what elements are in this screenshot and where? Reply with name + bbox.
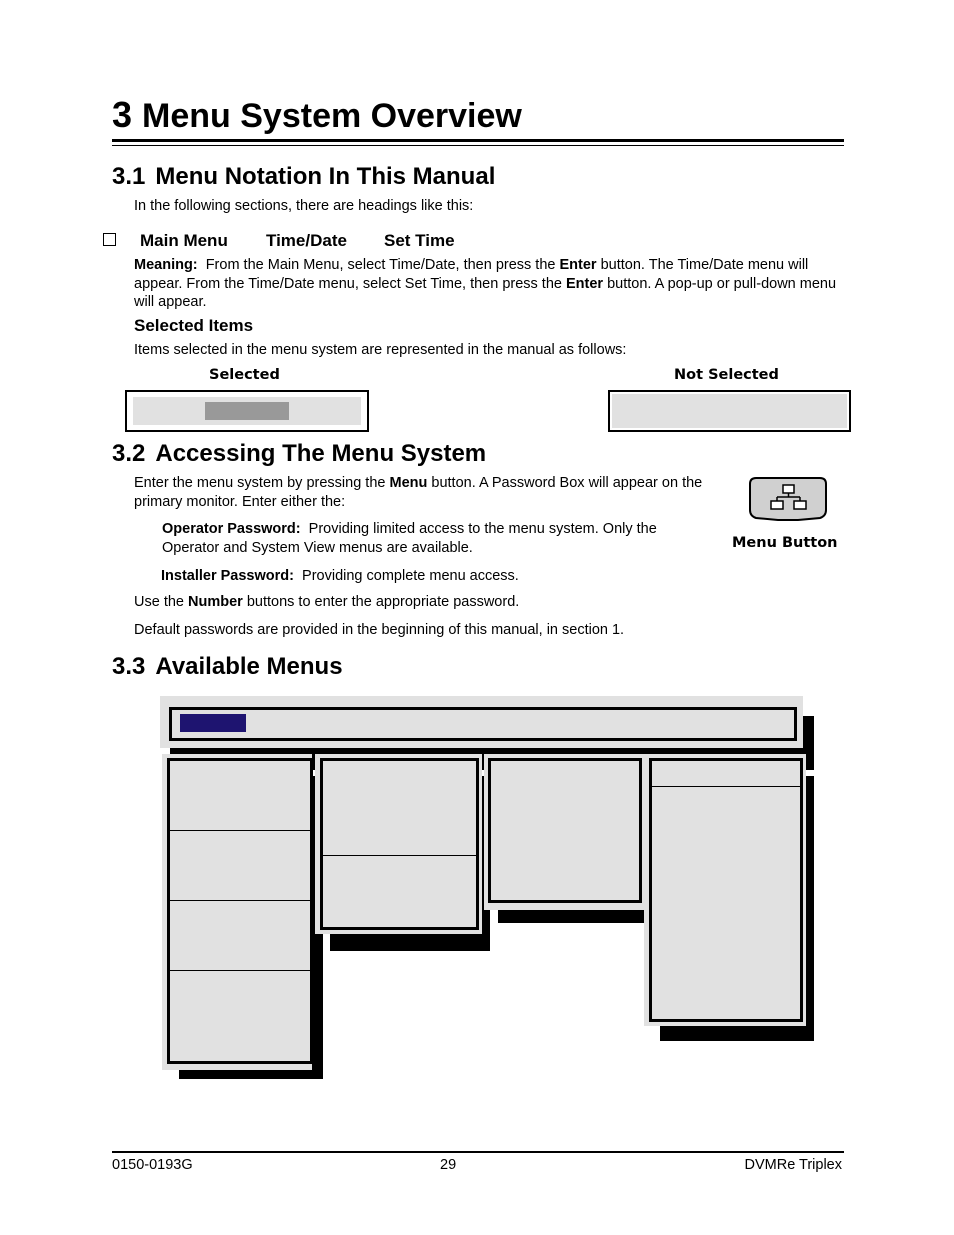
menu-bar xyxy=(169,707,797,741)
section-heading-3-3: 3.3 Available Menus xyxy=(112,653,343,680)
selected-items-text: Items selected in the menu system are represented in the manual as follows: xyxy=(134,342,627,358)
not-selected-label: Not Selected xyxy=(674,367,779,383)
column-1-divider xyxy=(170,830,310,831)
menu-path-main: Main Menu xyxy=(140,231,228,250)
section-heading-3-1: 3.1 Menu Notation In This Manual xyxy=(112,163,496,190)
default-passwords-paragraph: Default passwords are provided in the beginning of this manual, in section 1. xyxy=(134,622,625,638)
column-4-divider xyxy=(652,786,800,787)
menu-bar-highlight xyxy=(180,714,246,732)
title-rule-thin xyxy=(112,145,844,146)
footer-rule xyxy=(112,1151,844,1153)
menu-column-3 xyxy=(488,758,642,903)
menu-column-2 xyxy=(320,758,479,930)
footer-doc-number: 0150-0193G xyxy=(112,1157,193,1173)
number-buttons-paragraph: Use the Number buttons to enter the appropriate password. xyxy=(134,594,520,610)
menu-column-4 xyxy=(649,758,803,1022)
menu-button-icon xyxy=(748,476,828,522)
menu-button-caption: Menu Button xyxy=(732,535,838,551)
selected-example-box xyxy=(125,390,369,432)
section-heading-3-2: 3.2 Accessing The Menu System xyxy=(112,440,487,467)
access-paragraph: Enter the menu system by pressing the Menu button. A Password Box will appear on the primary monitor. Enter either the: xyxy=(134,475,703,510)
meaning-paragraph: Meaning: From the Main Menu, select Time/Date, then press the Enter button. The Time/Date menu will appear. From the Time/Date menu, select Set Time, then press the Enter button. A pop-up or pull-down menu will appear. xyxy=(134,257,837,310)
checkbox-bullet-icon xyxy=(103,233,116,246)
column-1-divider xyxy=(170,900,310,901)
menu-highlight-swatch xyxy=(180,714,246,732)
chapter-title: 3 Menu System Overview xyxy=(112,94,522,135)
column-2-divider xyxy=(323,855,476,856)
selected-items-title: Selected Items xyxy=(134,316,254,335)
footer-product: DVMRe Triplex xyxy=(744,1157,842,1173)
not-selected-example-box xyxy=(608,390,851,432)
menu-diagram xyxy=(160,696,820,1086)
menu-path-settime: Set Time xyxy=(384,231,455,250)
column-1-divider xyxy=(170,970,310,971)
menu-column-1 xyxy=(167,758,313,1064)
section-1-intro: In the following sections, there are headings like this: xyxy=(134,198,474,214)
selected-label: Selected xyxy=(209,367,280,383)
menu-path-timedate: Time/Date xyxy=(266,231,347,250)
operator-password-paragraph: Operator Password: Providing limited access to the menu system. Only the Operator and System View menus are available. xyxy=(162,521,657,556)
selected-highlight xyxy=(205,402,289,420)
footer-page-number: 29 xyxy=(440,1157,457,1173)
installer-password-paragraph: Installer Password: Providing complete menu access. xyxy=(161,568,519,584)
title-rule xyxy=(112,139,844,142)
not-selected-example-field xyxy=(612,394,847,428)
